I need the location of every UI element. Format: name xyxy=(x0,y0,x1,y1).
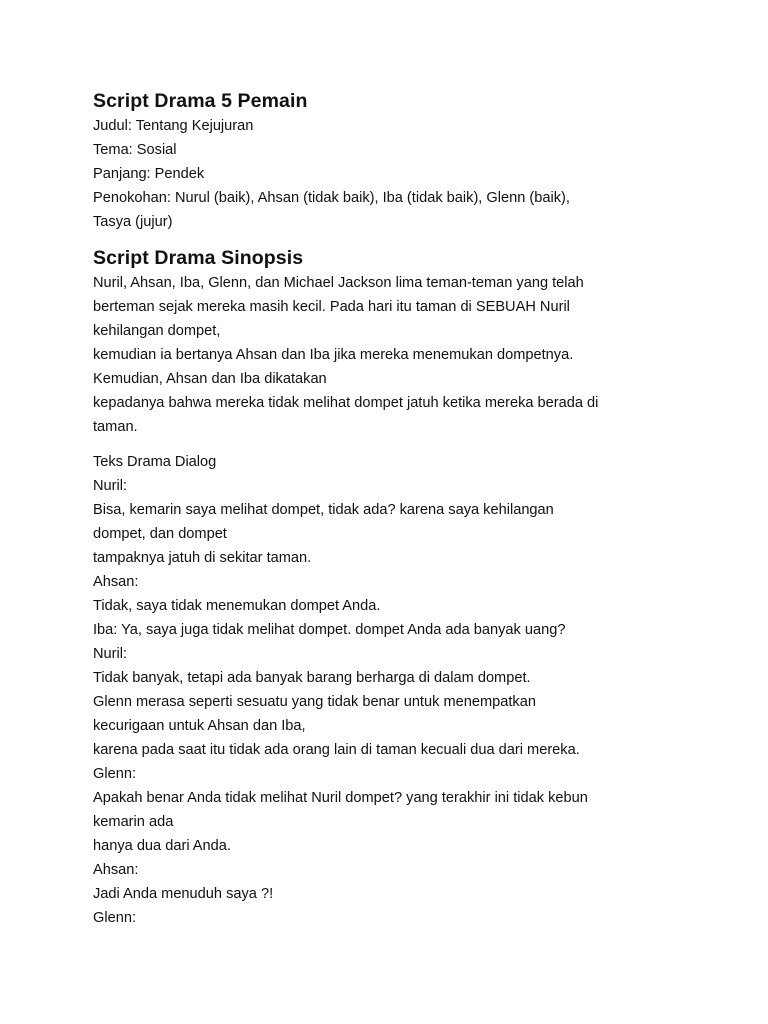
dialog-line: Bisa, kemarin saya melihat dompet, tidak ada? karena saya kehilangan xyxy=(93,502,554,518)
meta-line-characters: Penokohan: Nurul (baik), Ahsan (tidak baik), Iba (tidak baik), Glenn (baik), xyxy=(93,190,570,206)
dialog-line: Tidak, saya tidak menemukan dompet Anda. xyxy=(93,598,381,614)
synopsis-line: kemudian ia bertanya Ahsan dan Iba jika mereka menemukan dompetnya. xyxy=(93,347,574,363)
synopsis-line: taman. xyxy=(93,419,138,435)
synopsis-line: berteman sejak mereka masih kecil. Pada hari itu taman di SEBUAH Nuril xyxy=(93,299,570,315)
dialog-line: kemarin ada xyxy=(93,814,174,830)
metadata-block xyxy=(93,114,693,234)
dialog-line: Glenn merasa seperti sesuatu yang tidak benar untuk menempatkan xyxy=(93,694,536,710)
dialog-speaker: Ahsan: xyxy=(93,574,139,590)
synopsis-line: kehilangan dompet, xyxy=(93,323,221,339)
synopsis-line: Kemudian, Ahsan dan Iba dikatakan xyxy=(93,371,327,387)
dialog-line: Apakah benar Anda tidak melihat Nuril dompet? yang terakhir ini tidak kebun xyxy=(93,790,588,806)
dialog-speaker: Glenn: xyxy=(93,766,136,782)
dialog-line: Iba: Ya, saya juga tidak melihat dompet. dompet Anda ada banyak uang? xyxy=(93,622,566,638)
dialog-speaker: Ahsan: xyxy=(93,862,139,878)
dialog-line: Jadi Anda menuduh saya ?! xyxy=(93,886,274,902)
dialog-speaker: Glenn: xyxy=(93,910,136,926)
dialog-line: kecurigaan untuk Ahsan dan Iba, xyxy=(93,718,306,734)
synopsis-line: kepadanya bahwa mereka tidak melihat dompet jatuh ketika mereka berada di xyxy=(93,395,599,411)
meta-line-length: Panjang: Pendek xyxy=(93,166,205,182)
dialog-line: hanya dua dari Anda. xyxy=(93,838,231,854)
title-heading: Script Drama 5 Pemain xyxy=(93,90,308,112)
synopsis-block xyxy=(93,271,693,439)
dialog-line: karena pada saat itu tidak ada orang lain di taman kecuali dua dari mereka. xyxy=(93,742,580,758)
dialog-line: Tidak banyak, tetapi ada banyak barang berharga di dalam dompet. xyxy=(93,670,531,686)
synopsis-line: Nuril, Ahsan, Iba, Glenn, dan Michael Jackson lima teman-teman yang telah xyxy=(93,275,584,291)
dialog-section-label: Teks Drama Dialog xyxy=(93,454,217,470)
dialog-line: dompet, dan dompet xyxy=(93,526,227,542)
dialog-speaker: Nuril: xyxy=(93,646,128,662)
dialog-speaker: Nuril: xyxy=(93,478,128,494)
dialog-block xyxy=(93,450,693,930)
meta-line-characters-cont: Tasya (jujur) xyxy=(93,214,173,230)
meta-line-theme: Tema: Sosial xyxy=(93,142,177,158)
dialog-line: tampaknya jatuh di sekitar taman. xyxy=(93,550,312,566)
meta-line-title: Judul: Tentang Kejujuran xyxy=(93,118,254,134)
synopsis-heading: Script Drama Sinopsis xyxy=(93,247,304,269)
document-page xyxy=(93,88,693,930)
